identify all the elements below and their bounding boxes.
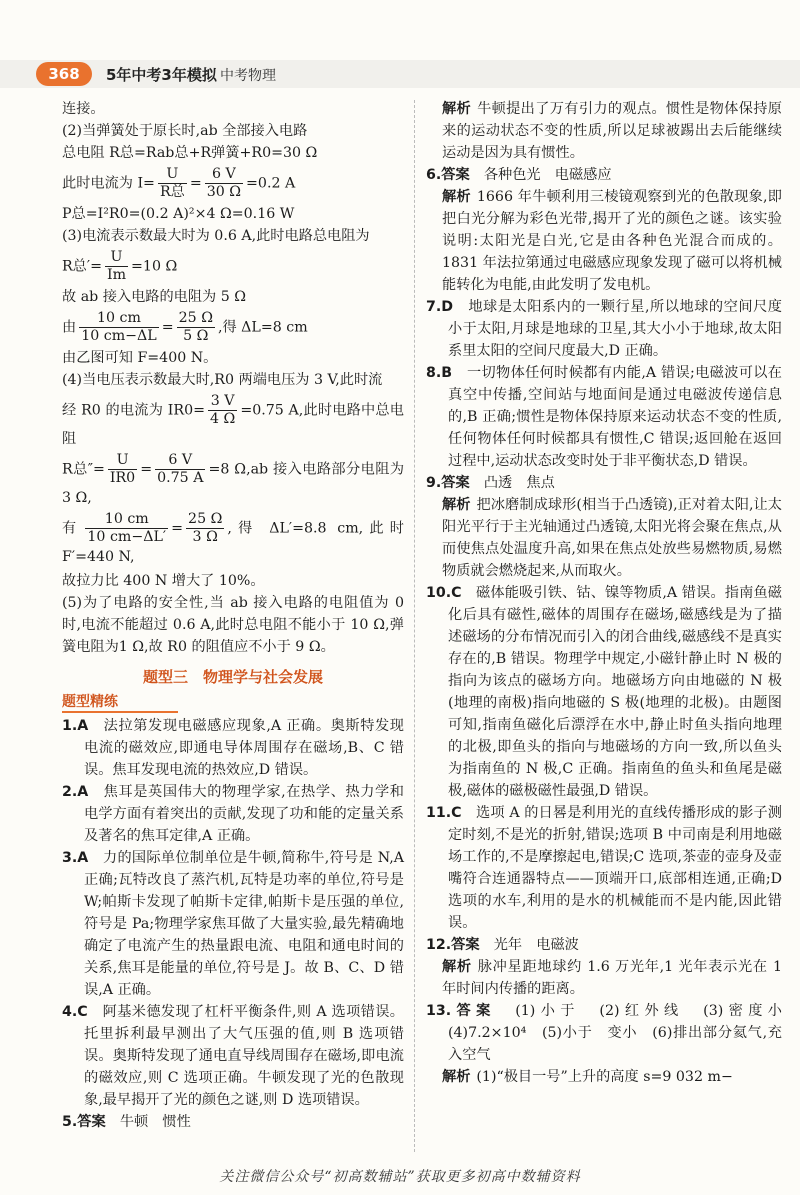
- answer-number: 4.C: [62, 1004, 88, 1020]
- fraction: [79, 310, 159, 345]
- analysis-label: 解析: [442, 101, 472, 117]
- denominator: IR0: [109, 470, 136, 486]
- section-title: 题型三 物理学与社会发展: [142, 668, 323, 686]
- practice-heading: 题型精练: [62, 691, 178, 713]
- equals: =: [189, 175, 202, 192]
- text-line: 故拉力比 400 N 增大了 10%。: [62, 573, 265, 589]
- denominator: 5 Ω: [183, 328, 209, 344]
- answer-number: 12.答案: [426, 937, 480, 953]
- fraction: [186, 511, 224, 546]
- analysis-item: [426, 98, 782, 164]
- page-number: 368: [36, 62, 92, 86]
- fraction: [105, 249, 128, 284]
- right-column: [426, 98, 797, 1088]
- denominator: 3 Ω: [192, 529, 218, 545]
- fraction: [108, 452, 137, 487]
- formula-line: [62, 511, 404, 568]
- fraction: [155, 452, 205, 487]
- book-title: 5年中考3年模拟: [106, 66, 217, 84]
- answer-number: 3.A: [62, 850, 89, 866]
- answer-number: 11.C: [426, 805, 462, 821]
- formula-text: =8 Ω,ab 接入电路部分电阻为 3 Ω,: [62, 461, 405, 506]
- fraction: [208, 393, 237, 428]
- text-line: (3)电流表示数最大时为 0.6 A,此时电路总电阻为: [62, 228, 370, 244]
- answer-number: 7.D: [426, 299, 454, 315]
- answer-item: [426, 472, 782, 494]
- formula-line: [62, 310, 404, 345]
- denominator: 10 cm−ΔL: [81, 328, 157, 344]
- numerator: U: [108, 452, 137, 470]
- equals: =: [171, 520, 184, 537]
- fraction: [85, 511, 168, 546]
- answer-text: 各种色光 电磁感应: [483, 167, 612, 183]
- analysis-text: 1666 年牛顿利用三棱镜观察到光的色散现象,即把白光分解为彩色光带,揭开了光的颜色之谜。该实验说明:太阳光是白光,它是由各种色光混合而成的。1831 年法拉第通过电磁感应现象发现了磁可以将机械能转化为电能,由此发明了发电机。: [442, 189, 782, 293]
- formula-text: 由: [62, 319, 77, 336]
- subject-label: 中考物理: [220, 68, 276, 84]
- formula-line: [62, 249, 404, 284]
- analysis-text: 脉冲星距地球约 1.6 万光年,1 光年表示光在 1 年时间内传播的距离。: [442, 959, 782, 997]
- numerator: U: [158, 166, 187, 184]
- fraction: [158, 166, 187, 201]
- answer-item: [426, 362, 782, 472]
- formula-text: 此时电流为 I=: [62, 175, 155, 192]
- answer-number: 6.答案: [426, 167, 470, 183]
- answer-item: [426, 1000, 797, 1066]
- footer-note: 关注微信公众号“初高数辅站”获取更多初高中数辅资料: [219, 1169, 581, 1185]
- analysis-label: 解析: [442, 189, 471, 205]
- analysis-item: [426, 1066, 782, 1088]
- answer-number: 1.A: [62, 718, 89, 734]
- formula-text: =0.2 A: [246, 175, 296, 192]
- text-line: (2)当弹簧处于原长时,ab 全部接入电路: [62, 123, 308, 139]
- page-header: [0, 0, 800, 88]
- answer-text: 阿基米德发现了杠杆平衡条件,则 A 选项错误。托里拆利最早测出了大气压强的值,则 B 选项错误。奥斯特发现了通电直导线周围存在磁场,即电流的磁效应,则 C 选项正确。牛顿发现了光的色散现象,最早揭开了光的颜色之谜,则 D 选项错误。: [84, 1004, 404, 1108]
- numerator: 3 V: [208, 393, 237, 411]
- denominator: 30 Ω: [206, 184, 242, 200]
- numerator: 10 cm: [79, 310, 159, 328]
- text-line: (4)当电压表示数最大时,R0 两端电压为 3 V,此时流: [62, 372, 383, 388]
- analysis-item: [426, 956, 782, 1000]
- answer-item: [62, 1111, 404, 1133]
- left-column: [62, 98, 404, 1133]
- formula-text: ,得 ΔL′=8.8 cm,此时 F′=440 N,: [62, 520, 404, 565]
- column-divider: [414, 100, 415, 1152]
- answer-text: 力的国际单位制单位是牛顿,简称牛,符号是 N,A 正确;瓦特改良了蒸汽机,瓦特是功率的单位,符号是 W;帕斯卡发现了帕斯卡定律,帕斯卡是压强的单位,符号是 Pa;物理学家焦耳做了大量实验,最先精确地确定了电流产生的热量跟电流、电阻和通电时间的关系,焦耳是能量的单位,符号是 J。故 B、C、D 错误,A 正确。: [84, 850, 404, 998]
- answer-text: (1)小于 (2)红外线 (3)密度小 (4)7.2×: [448, 1003, 797, 1041]
- answer-item: [426, 934, 782, 956]
- fraction: [177, 310, 215, 345]
- formula-line: [62, 393, 404, 450]
- numerator: 25 Ω: [188, 511, 223, 527]
- analysis-text: (1)“极目一号”上升的高度 s=9 032 m−: [476, 1069, 733, 1085]
- formula-text: =0.75 A,此时电路中总电阻: [62, 402, 404, 447]
- numerator: 25 Ω: [178, 310, 213, 326]
- answer-number: 13.答案: [426, 1003, 496, 1019]
- analysis-label: 解析: [442, 497, 471, 513]
- answer-text: 焦耳是英国伟大的物理学家,在热学、热力学和电学方面有着突出的贡献,发现了功和能的定量关系及著名的焦耳定律,A 正确。: [84, 784, 404, 844]
- numerator: 10 cm: [85, 511, 168, 529]
- answer-item: [426, 164, 782, 186]
- equals: =: [161, 319, 174, 336]
- answer-item: [62, 715, 404, 781]
- numerator: 6 V: [155, 452, 205, 470]
- answer-text: 牛顿 惯性: [119, 1114, 191, 1130]
- analysis-label: 解析: [442, 959, 472, 975]
- denominator: 10 cm−ΔL′: [87, 529, 167, 545]
- answer-text: 10⁴ (5)小于 变小 (6)排出部分氦气,充入空气: [448, 1025, 782, 1063]
- formula-text: R总′=: [62, 258, 102, 275]
- answer-item: [426, 296, 782, 362]
- analysis-item: [426, 494, 782, 582]
- answer-text: 选项 A 的日晷是利用光的直线传播形成的影子测定时刻,不是光的折射,错误;选项 B 中司南是利用地磁场工作的,不是摩擦起电,错误;C 选项,茶壶的壶身及壶嘴符合连通器特点——顶端开口,底部相连通,正确;D 选项的水车,利用的是水的机械能而不是内能,因此错误。: [448, 805, 782, 931]
- answer-text: 凸透 焦点: [483, 475, 555, 491]
- formula-text: 有: [62, 520, 83, 537]
- formula-text: R总″=: [62, 461, 105, 478]
- answer-text: 法拉第发现电磁感应现象,A 正确。奥斯特发现电流的磁效应,即通电导体周围存在磁场,B、C 错误。焦耳发现电流的热效应,D 错误。: [84, 718, 404, 778]
- answer-item: [426, 582, 782, 802]
- answer-number: 9.答案: [426, 475, 470, 491]
- answer-number: 8.B: [426, 365, 453, 381]
- answer-text: 磁体能吸引铁、钴、镍等物质,A 错误。指南鱼磁化后具有磁性,磁体的周围存在磁场,磁感线是为了描述磁场的分布情况而引入的闭合曲线,磁感线不是真实存在的,B 错误。物理学中规定,小磁针静止时 N 极的指向为该点的磁场方向。地磁场方向由地磁的 N 极(地理的南极)指向地磁的 S 极(地理的北极)。由题图可知,指南鱼磁化后漂浮在水中,静止时鱼头指向地理的北极,即鱼头的指向与地磁场的方向一致,所以鱼头为指南鱼的 N 极,C 正确。指南鱼的鱼头和鱼尾是磁极,磁体的磁极磁性最强,D 错误。: [448, 585, 782, 799]
- formula-text: 经 R0 的电流为 IR0=: [62, 402, 205, 419]
- answer-item: [62, 847, 404, 1001]
- answer-number: 5.答案: [62, 1114, 106, 1130]
- answer-item: [426, 802, 782, 934]
- fraction: [205, 166, 243, 201]
- numerator: 6 V: [205, 166, 243, 184]
- equals: =: [140, 461, 153, 478]
- denominator: 0.75 A: [157, 470, 204, 486]
- answer-text: 光年 电磁波: [493, 937, 579, 953]
- denominator: Im: [106, 267, 127, 283]
- formula-text: =10 Ω: [131, 258, 178, 275]
- text-line: (5)为了电路的安全性,当 ab 接入电路的电阻值为 0 时,电流不能超过 0.6 A,此时总电阻不能小于 10 Ω,弹簧电阻为1 Ω,故 R0 的阻值应不小于 9 Ω。: [62, 595, 404, 655]
- answer-text: 一切物体任何时候都有内能,A 错误;电磁波可以在真空中传播,空间站与地面间是通过电磁波传递信息的,B 正确;惯性是物体保持原来运动状态不变的性质,任何物体任何时候都具有惯性,C 错误;返回舱在返回过程中,运动状态改变时处于非平衡状态,D 错误。: [448, 365, 782, 469]
- text-line: 总电阻 R总=Rab总+R弹簧+R0=30 Ω: [62, 145, 318, 161]
- answer-item: [62, 781, 404, 847]
- text-line: 故 ab 接入电路的电阻为 5 Ω: [62, 289, 247, 305]
- answer-number: 2.A: [62, 784, 89, 800]
- analysis-text: 把冰磨制成球形(相当于凸透镜),正对着太阳,让太阳光平行于主光轴通过凸透镜,太阳光将会聚在焦点,从而使焦点处温度升高,如果在焦点处放些易燃物质,易燃物质就会燃烧起来,从而取火。: [442, 497, 782, 579]
- text-line: 连接。: [62, 101, 105, 117]
- text-line: P总=I²R0=(0.2 A)²×4 Ω=0.16 W: [62, 206, 295, 222]
- answer-text: 地球是太阳系内的一颗行星,所以地球的空间尺度小于太阳,月球是地球的卫星,其大小小于地球,故太阳系里太阳的空间尺度最大,D 正确。: [448, 299, 782, 359]
- analysis-label: 解析: [442, 1069, 471, 1085]
- text-line: 由乙图可知 F=400 N。: [62, 350, 218, 366]
- numerator: U: [105, 249, 128, 267]
- formula-line: [62, 452, 404, 509]
- answer-number: 10.C: [426, 585, 462, 601]
- denominator: R总: [159, 184, 185, 200]
- formula-text: ,得 ΔL=8 cm: [217, 319, 308, 336]
- analysis-item: [426, 186, 782, 296]
- analysis-text: 牛顿提出了万有引力的观点。惯性是物体保持原来的运动状态不变的性质,所以足球被踢出去后能继续运动是因为具有惯性。: [442, 101, 782, 161]
- answer-item: [62, 1001, 404, 1111]
- formula-line: [62, 166, 404, 201]
- denominator: 4 Ω: [210, 411, 236, 427]
